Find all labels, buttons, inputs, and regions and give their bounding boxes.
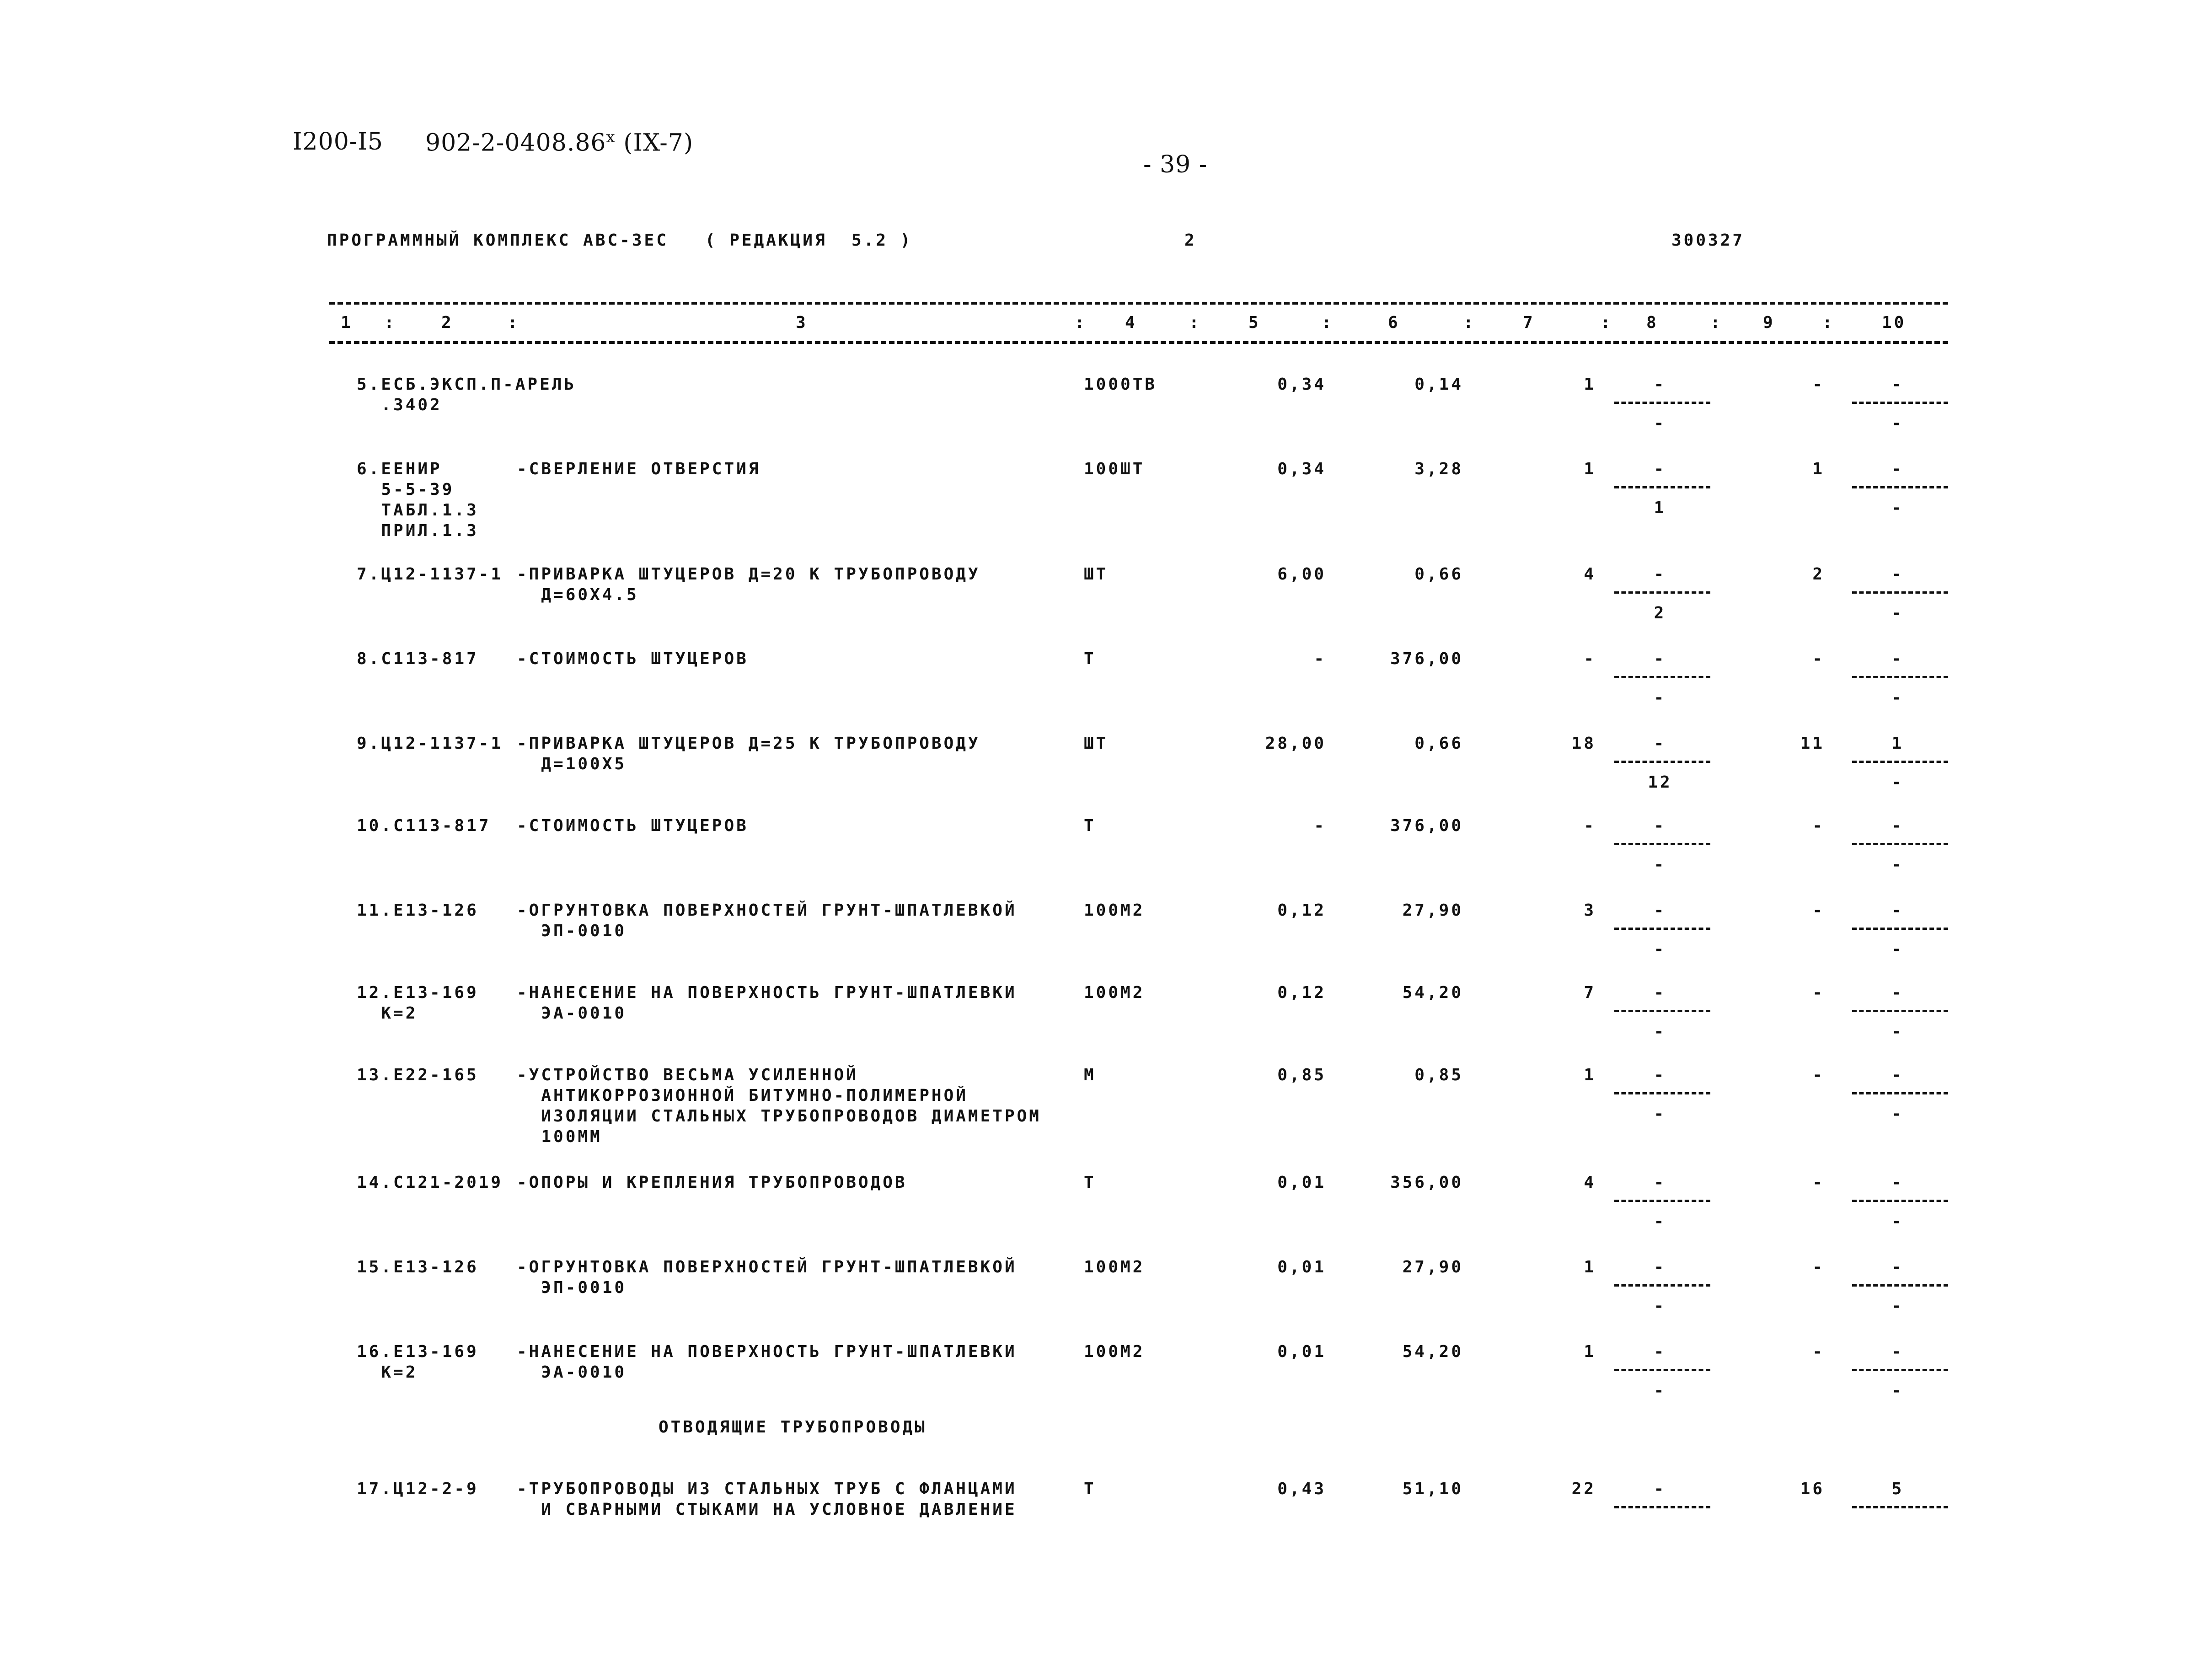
row-col8-bottom: - bbox=[1654, 1105, 1666, 1123]
fraction-line bbox=[1614, 402, 1710, 404]
column-number-5: 5 bbox=[1248, 313, 1261, 332]
row-col10-bottom: - bbox=[1891, 499, 1904, 517]
page-number: - 39 - bbox=[1143, 151, 1208, 178]
row-col8-bottom: - bbox=[1654, 1297, 1666, 1315]
row-description: АНТИКОРРОЗИОННОЙ БИТУМНО-ПОЛИМЕРНОЙ bbox=[517, 1086, 968, 1105]
row-col8-top: - bbox=[1654, 565, 1666, 584]
row-price: 0,85 bbox=[1414, 1066, 1463, 1084]
column-separator: : bbox=[508, 313, 520, 332]
row-quantity: 6,00 bbox=[1277, 565, 1326, 584]
row-col9: - bbox=[1812, 983, 1825, 1002]
fraction-line bbox=[1614, 1092, 1710, 1094]
row-col10-top: 5 bbox=[1891, 1480, 1904, 1498]
row-col10-bottom: - bbox=[1891, 1297, 1904, 1315]
row-col7: 3 bbox=[1584, 901, 1596, 920]
row-price: 54,20 bbox=[1402, 983, 1463, 1002]
row-col9: 11 bbox=[1800, 734, 1825, 753]
row-description: ЭП-0010 bbox=[517, 1278, 627, 1297]
row-price: 54,20 bbox=[1402, 1342, 1463, 1361]
fraction-line bbox=[1852, 1200, 1948, 1202]
fraction-line bbox=[1614, 928, 1710, 930]
row-description: -СВЕРЛЕНИЕ ОТВЕРСТИЯ bbox=[517, 460, 761, 478]
row-col8-top: - bbox=[1654, 1258, 1666, 1276]
row-col10-top: - bbox=[1891, 983, 1904, 1002]
doc-superscript: x bbox=[606, 128, 616, 146]
row-code: 13.Е22-165 bbox=[357, 1066, 479, 1084]
row-col10-top: - bbox=[1891, 816, 1904, 835]
column-separator: : bbox=[1463, 313, 1476, 332]
fraction-line bbox=[1614, 486, 1710, 488]
row-col8-bottom: 12 bbox=[1648, 773, 1672, 792]
row-price: 3,28 bbox=[1414, 460, 1463, 478]
row-col8-top: - bbox=[1654, 983, 1666, 1002]
row-quantity: 0,12 bbox=[1277, 983, 1326, 1002]
fraction-line bbox=[1614, 591, 1710, 594]
column-number-1: 1 bbox=[341, 313, 353, 332]
row-col9: - bbox=[1812, 649, 1825, 668]
row-col8-bottom: 2 bbox=[1654, 604, 1666, 622]
row-col7: 18 bbox=[1571, 734, 1596, 753]
row-col8-bottom: - bbox=[1654, 855, 1666, 874]
row-col7: 4 bbox=[1584, 1173, 1596, 1192]
column-separator: : bbox=[1710, 313, 1723, 332]
column-separator: : bbox=[1601, 313, 1613, 332]
program-title: ПРОГРАММНЫЙ КОМПЛЕКС АВС-3ЕС ( РЕДАКЦИЯ 5.2 ) bbox=[327, 231, 913, 250]
row-unit: Т bbox=[1084, 1480, 1096, 1498]
row-code: 9.Ц12-1137-1 bbox=[357, 734, 503, 753]
row-code: 17.Ц12-2-9 bbox=[357, 1480, 479, 1498]
row-unit: 100М2 bbox=[1084, 983, 1145, 1002]
row-code: .3402 bbox=[357, 396, 442, 414]
row-col10-bottom: - bbox=[1891, 773, 1904, 792]
row-col7: 22 bbox=[1571, 1480, 1596, 1498]
column-number-4: 4 bbox=[1125, 313, 1137, 332]
row-description: -ПРИВАРКА ШТУЦЕРОВ Д=20 К ТРУБОПРОВОДУ bbox=[517, 565, 980, 584]
row-col10-bottom: - bbox=[1891, 688, 1904, 707]
row-code: 8.С113-817 bbox=[357, 649, 479, 668]
fraction-line bbox=[1614, 1506, 1710, 1508]
row-col8-top: - bbox=[1654, 734, 1666, 753]
column-number-6: 6 bbox=[1388, 313, 1400, 332]
row-col10-top: - bbox=[1891, 1342, 1904, 1361]
row-col9: - bbox=[1812, 1173, 1825, 1192]
row-col10-bottom: - bbox=[1891, 1022, 1904, 1041]
row-unit: Т bbox=[1084, 649, 1096, 668]
handwritten-code: I200-I5 bbox=[293, 128, 383, 156]
row-description: -ОГРУНТОВКА ПОВЕРХНОСТЕЙ ГРУНТ-ШПАТЛЕВКОЙ bbox=[517, 1258, 1017, 1276]
row-col10-top: - bbox=[1891, 565, 1904, 584]
row-price: 376,00 bbox=[1390, 816, 1463, 835]
row-col7: - bbox=[1584, 816, 1596, 835]
row-col7: 4 bbox=[1584, 565, 1596, 584]
row-col8-top: - bbox=[1654, 375, 1666, 394]
row-quantity: 0,34 bbox=[1277, 460, 1326, 478]
row-description: -УСТРОЙСТВО ВЕСЬМА УСИЛЕННОЙ bbox=[517, 1066, 858, 1084]
row-col9: - bbox=[1812, 901, 1825, 920]
column-separator: : bbox=[1322, 313, 1334, 332]
fraction-line bbox=[1852, 1369, 1948, 1371]
row-code: 5.ЕСБ.ЭКСП.П-АРЕЛЬ bbox=[357, 375, 577, 394]
fraction-line bbox=[1852, 1506, 1948, 1508]
fraction-line bbox=[1852, 1010, 1948, 1012]
row-col9: - bbox=[1812, 1258, 1825, 1276]
fraction-line bbox=[1852, 761, 1948, 763]
row-col8-top: - bbox=[1654, 649, 1666, 668]
row-price: 0,66 bbox=[1414, 565, 1463, 584]
fraction-line bbox=[1852, 1092, 1948, 1094]
row-col9: 16 bbox=[1800, 1480, 1825, 1498]
row-quantity: - bbox=[1314, 816, 1326, 835]
row-description: ЭП-0010 bbox=[517, 922, 627, 940]
fraction-line bbox=[1852, 402, 1948, 404]
row-col7: 1 bbox=[1584, 1342, 1596, 1361]
row-code: 11.Е13-126 bbox=[357, 901, 479, 920]
row-col8-top: - bbox=[1654, 1342, 1666, 1361]
row-col9: 2 bbox=[1812, 565, 1825, 584]
row-code: К=2 bbox=[357, 1004, 418, 1023]
row-description: -ОГРУНТОВКА ПОВЕРХНОСТЕЙ ГРУНТ-ШПАТЛЕВКОЙ bbox=[517, 901, 1017, 920]
doc-sheet: (IX-7) bbox=[623, 129, 694, 157]
row-code: ПРИЛ.1.3 bbox=[357, 521, 479, 540]
row-quantity: 28,00 bbox=[1265, 734, 1326, 753]
row-price: 356,00 bbox=[1390, 1173, 1463, 1192]
fraction-line bbox=[1614, 1010, 1710, 1012]
row-unit: 1000ТВ bbox=[1084, 375, 1157, 394]
row-col10-bottom: - bbox=[1891, 1212, 1904, 1231]
row-quantity: 0,12 bbox=[1277, 901, 1326, 920]
row-col9: - bbox=[1812, 1066, 1825, 1084]
row-description: ИЗОЛЯЦИИ СТАЛЬНЫХ ТРУБОПРОВОДОВ ДИАМЕТРОМ bbox=[517, 1107, 1041, 1126]
row-code: 15.Е13-126 bbox=[357, 1258, 479, 1276]
row-col10-bottom: - bbox=[1891, 1381, 1904, 1400]
fraction-line bbox=[1614, 676, 1710, 678]
row-col10-top: 1 bbox=[1891, 734, 1904, 753]
row-quantity: 0,01 bbox=[1277, 1173, 1326, 1192]
row-unit: Т bbox=[1084, 816, 1096, 835]
row-col8-bottom: - bbox=[1654, 1212, 1666, 1231]
column-number-2: 2 bbox=[441, 313, 454, 332]
row-description: -СТОИМОСТЬ ШТУЦЕРОВ bbox=[517, 649, 749, 668]
row-quantity: 0,01 bbox=[1277, 1342, 1326, 1361]
row-quantity: 0,34 bbox=[1277, 375, 1326, 394]
row-col7: - bbox=[1584, 649, 1596, 668]
row-col9: - bbox=[1812, 375, 1825, 394]
row-code: ТАБЛ.1.3 bbox=[357, 501, 479, 520]
fraction-line bbox=[1852, 928, 1948, 930]
column-number-3: 3 bbox=[796, 313, 808, 332]
fraction-line bbox=[1614, 1369, 1710, 1371]
row-col8-bottom: - bbox=[1654, 688, 1666, 707]
row-quantity: - bbox=[1314, 649, 1326, 668]
row-price: 376,00 bbox=[1390, 649, 1463, 668]
column-separator: : bbox=[1075, 313, 1087, 332]
row-col10-bottom: - bbox=[1891, 604, 1904, 622]
row-description: Д=60Х4.5 bbox=[517, 585, 639, 604]
row-col8-top: - bbox=[1654, 460, 1666, 478]
row-price: 51,10 bbox=[1402, 1480, 1463, 1498]
row-unit: М bbox=[1084, 1066, 1096, 1084]
row-quantity: 0,43 bbox=[1277, 1480, 1326, 1498]
row-col10-top: - bbox=[1891, 375, 1904, 394]
row-quantity: 0,01 bbox=[1277, 1258, 1326, 1276]
row-col10-bottom: - bbox=[1891, 1105, 1904, 1123]
row-unit: ШТ bbox=[1084, 565, 1109, 584]
doc-number: 902-2-0408.86 bbox=[425, 129, 606, 157]
row-code: К=2 bbox=[357, 1363, 418, 1382]
row-code: 6.ЕЕНИР bbox=[357, 460, 442, 478]
row-col9: - bbox=[1812, 816, 1825, 835]
row-col7: 7 bbox=[1584, 983, 1596, 1002]
sheet-number: 2 bbox=[1184, 231, 1197, 250]
row-col8-bottom: - bbox=[1654, 414, 1666, 433]
row-col7: 1 bbox=[1584, 1066, 1596, 1084]
row-description: -ПРИВАРКА ШТУЦЕРОВ Д=25 К ТРУБОПРОВОДУ bbox=[517, 734, 980, 753]
row-price: 27,90 bbox=[1402, 901, 1463, 920]
fraction-line bbox=[1614, 761, 1710, 763]
row-code: 7.Ц12-1137-1 bbox=[357, 565, 503, 584]
row-col9: - bbox=[1812, 1342, 1825, 1361]
row-description: -СТОИМОСТЬ ШТУЦЕРОВ bbox=[517, 816, 749, 835]
row-col8-bottom: 1 bbox=[1654, 499, 1666, 517]
row-code: 12.Е13-169 bbox=[357, 983, 479, 1002]
fraction-line bbox=[1614, 1200, 1710, 1202]
row-col8-bottom: - bbox=[1654, 940, 1666, 959]
row-description: Д=100Х5 bbox=[517, 755, 627, 773]
fraction-line bbox=[1852, 1284, 1948, 1287]
fraction-line bbox=[1852, 486, 1948, 488]
row-col8-top: - bbox=[1654, 816, 1666, 835]
column-separator: : bbox=[1822, 313, 1835, 332]
row-col9: 1 bbox=[1812, 460, 1825, 478]
row-price: 0,14 bbox=[1414, 375, 1463, 394]
row-col8-top: - bbox=[1654, 1480, 1666, 1498]
row-col10-top: - bbox=[1891, 1173, 1904, 1192]
section-title: ОТВОДЯЩИЕ ТРУБОПРОВОДЫ bbox=[659, 1418, 927, 1437]
row-code: 5-5-39 bbox=[357, 480, 455, 499]
row-col7: 1 bbox=[1584, 460, 1596, 478]
row-col10-top: - bbox=[1891, 460, 1904, 478]
row-col10-top: - bbox=[1891, 1258, 1904, 1276]
row-col10-bottom: - bbox=[1891, 940, 1904, 959]
row-unit: 100М2 bbox=[1084, 901, 1145, 920]
row-col10-top: - bbox=[1891, 901, 1904, 920]
row-col8-top: - bbox=[1654, 901, 1666, 920]
row-col8-top: - bbox=[1654, 1066, 1666, 1084]
row-unit: 100М2 bbox=[1084, 1258, 1145, 1276]
fraction-line bbox=[1614, 843, 1710, 845]
column-number-10: 10 bbox=[1882, 313, 1907, 332]
fraction-line bbox=[1852, 843, 1948, 845]
row-col10-top: - bbox=[1891, 1066, 1904, 1084]
column-number-9: 9 bbox=[1763, 313, 1775, 332]
row-unit: 100М2 bbox=[1084, 1342, 1145, 1361]
row-col10-bottom: - bbox=[1891, 855, 1904, 874]
column-separator: : bbox=[384, 313, 396, 332]
row-description: -НАНЕСЕНИЕ НА ПОВЕРХНОСТЬ ГРУНТ-ШПАТЛЕВКИ bbox=[517, 1342, 1017, 1361]
table-header-rule bbox=[329, 341, 1948, 344]
row-unit: Т bbox=[1084, 1173, 1096, 1192]
row-code: 10.С113-817 bbox=[357, 816, 491, 835]
row-col7: 1 bbox=[1584, 1258, 1596, 1276]
row-unit: ШТ bbox=[1084, 734, 1109, 753]
row-description: -НАНЕСЕНИЕ НА ПОВЕРХНОСТЬ ГРУНТ-ШПАТЛЕВКИ bbox=[517, 983, 1017, 1002]
column-number-8: 8 bbox=[1646, 313, 1659, 332]
table-top-rule bbox=[329, 302, 1948, 305]
column-number-7: 7 bbox=[1523, 313, 1535, 332]
row-description: -ТРУБОПРОВОДЫ ИЗ СТАЛЬНЫХ ТРУБ С ФЛАНЦАМИ bbox=[517, 1480, 1017, 1498]
fraction-line bbox=[1852, 676, 1948, 678]
fraction-line bbox=[1614, 1284, 1710, 1287]
column-separator: : bbox=[1189, 313, 1201, 332]
row-col8-bottom: - bbox=[1654, 1022, 1666, 1041]
row-code: 14.С121-2019 bbox=[357, 1173, 503, 1192]
row-description: 100ММ bbox=[517, 1127, 602, 1146]
row-col10-bottom: - bbox=[1891, 414, 1904, 433]
row-col8-bottom: - bbox=[1654, 1381, 1666, 1400]
row-col10-top: - bbox=[1891, 649, 1904, 668]
row-unit: 100ШТ bbox=[1084, 460, 1145, 478]
handwritten-document-number bbox=[425, 128, 693, 156]
document-code: 300327 bbox=[1671, 231, 1745, 250]
row-description: -ОПОРЫ И КРЕПЛЕНИЯ ТРУБОПРОВОДОВ bbox=[517, 1173, 907, 1192]
row-description: ЭА-0010 bbox=[517, 1004, 627, 1023]
row-quantity: 0,85 bbox=[1277, 1066, 1326, 1084]
row-price: 27,90 bbox=[1402, 1258, 1463, 1276]
row-description: И СВАРНЫМИ СТЫКАМИ НА УСЛОВНОЕ ДАВЛЕНИЕ bbox=[517, 1500, 1017, 1519]
row-price: 0,66 bbox=[1414, 734, 1463, 753]
row-code: 16.Е13-169 bbox=[357, 1342, 479, 1361]
row-description: ЭА-0010 bbox=[517, 1363, 627, 1382]
row-col7: 1 bbox=[1584, 375, 1596, 394]
fraction-line bbox=[1852, 591, 1948, 594]
row-col8-top: - bbox=[1654, 1173, 1666, 1192]
